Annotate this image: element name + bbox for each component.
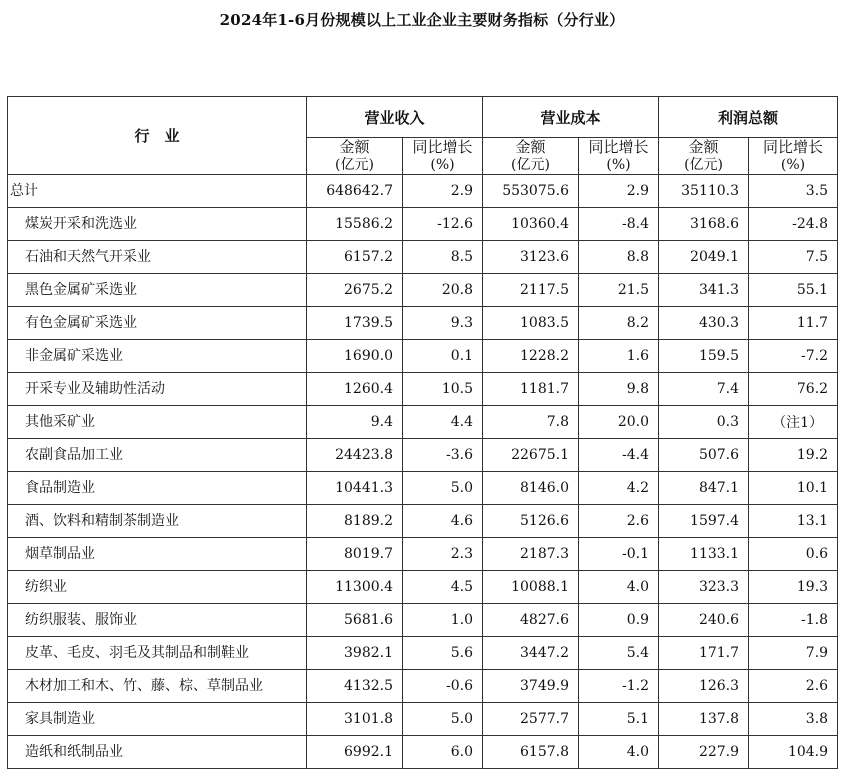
profit-amount-cell: 35110.3 bbox=[659, 175, 749, 208]
profit-amount-cell: 0.3 bbox=[659, 406, 749, 439]
cost-amount-cell: 5126.6 bbox=[483, 505, 579, 538]
profit-amount-cell: 137.8 bbox=[659, 703, 749, 736]
profit-growth-cell: 10.1 bbox=[749, 472, 838, 505]
profit-growth-cell: 104.9 bbox=[749, 736, 838, 769]
profit-growth-cell: 2.6 bbox=[749, 670, 838, 703]
cost-growth-cell: -8.4 bbox=[579, 208, 659, 241]
cost-amount-cell: 3749.9 bbox=[483, 670, 579, 703]
cost-amount-cell: 8146.0 bbox=[483, 472, 579, 505]
table-row bbox=[8, 670, 838, 703]
cost-growth-cell: 8.2 bbox=[579, 307, 659, 340]
profit-growth-header: 同比增长 bbox=[749, 138, 838, 157]
revenue-growth-cell: 5.0 bbox=[403, 703, 483, 736]
profit-amount-cell: 507.6 bbox=[659, 439, 749, 472]
cost-amount-cell: 2187.3 bbox=[483, 538, 579, 571]
profit-growth-cell: （注1） bbox=[749, 406, 838, 439]
cost-growth-cell: 2.9 bbox=[579, 175, 659, 208]
industry-name-cell: 家具制造业 bbox=[8, 703, 307, 736]
table-row bbox=[8, 571, 838, 604]
industry-name-cell: 烟草制品业 bbox=[8, 538, 307, 571]
revenue-amount-cell: 3982.1 bbox=[307, 637, 403, 670]
revenue-growth-cell: -0.6 bbox=[403, 670, 483, 703]
revenue-amount-cell: 24423.8 bbox=[307, 439, 403, 472]
cost-growth-cell: 4.0 bbox=[579, 571, 659, 604]
industry-name-cell: 石油和天然气开采业 bbox=[8, 241, 307, 274]
profit-growth-cell: 0.6 bbox=[749, 538, 838, 571]
revenue-growth-cell: 10.5 bbox=[403, 373, 483, 406]
cost-growth-cell: -0.1 bbox=[579, 538, 659, 571]
revenue-growth-cell: 6.0 bbox=[403, 736, 483, 769]
revenue-amount-cell: 1260.4 bbox=[307, 373, 403, 406]
revenue-amount-cell: 10441.3 bbox=[307, 472, 403, 505]
industry-name-cell: 黑色金属矿采选业 bbox=[8, 274, 307, 307]
table-row bbox=[8, 274, 838, 307]
profit-growth-cell: 55.1 bbox=[749, 274, 838, 307]
cost-amount-header: 金额 bbox=[483, 138, 579, 157]
table-row bbox=[8, 637, 838, 670]
revenue-growth-cell: 4.4 bbox=[403, 406, 483, 439]
revenue-amount-cell: 8019.7 bbox=[307, 538, 403, 571]
table-row bbox=[8, 340, 838, 373]
revenue-growth-cell: 2.9 bbox=[403, 175, 483, 208]
profit-amount-cell: 3168.6 bbox=[659, 208, 749, 241]
profit-growth-cell: -24.8 bbox=[749, 208, 838, 241]
industry-name-cell: 纺织服装、服饰业 bbox=[8, 604, 307, 637]
cost-growth-cell: 0.9 bbox=[579, 604, 659, 637]
revenue-amount-cell: 1690.0 bbox=[307, 340, 403, 373]
cost-growth-cell: 2.6 bbox=[579, 505, 659, 538]
cost-amount-cell: 2117.5 bbox=[483, 274, 579, 307]
profit-amount-cell: 341.3 bbox=[659, 274, 749, 307]
revenue-amount-unit: (亿元) bbox=[307, 156, 403, 175]
profit-growth-cell: 19.3 bbox=[749, 571, 838, 604]
industry-name-cell: 木材加工和木、竹、藤、棕、草制品业 bbox=[8, 670, 307, 703]
profit-amount-cell: 7.4 bbox=[659, 373, 749, 406]
revenue-amount-header: 金额 bbox=[307, 138, 403, 157]
cost-growth-cell: -1.2 bbox=[579, 670, 659, 703]
cost-growth-header: 同比增长 bbox=[579, 138, 659, 157]
revenue-amount-cell: 6992.1 bbox=[307, 736, 403, 769]
profit-growth-cell: 7.5 bbox=[749, 241, 838, 274]
revenue-amount-cell: 1739.5 bbox=[307, 307, 403, 340]
profit-growth-cell: 11.7 bbox=[749, 307, 838, 340]
cost-amount-cell: 2577.7 bbox=[483, 703, 579, 736]
industry-name-cell: 开采专业及辅助性活动 bbox=[8, 373, 307, 406]
profit-amount-cell: 159.5 bbox=[659, 340, 749, 373]
revenue-amount-cell: 648642.7 bbox=[307, 175, 403, 208]
profit-amount-cell: 847.1 bbox=[659, 472, 749, 505]
table-row bbox=[8, 703, 838, 736]
cost-amount-cell: 6157.8 bbox=[483, 736, 579, 769]
industry-name-cell: 食品制造业 bbox=[8, 472, 307, 505]
revenue-amount-cell: 4132.5 bbox=[307, 670, 403, 703]
cost-growth-cell: 8.8 bbox=[579, 241, 659, 274]
profit-growth-cell: -7.2 bbox=[749, 340, 838, 373]
revenue-growth-cell: 2.3 bbox=[403, 538, 483, 571]
table-row bbox=[8, 505, 838, 538]
table-row bbox=[8, 307, 838, 340]
profit-amount-cell: 240.6 bbox=[659, 604, 749, 637]
cost-amount-cell: 22675.1 bbox=[483, 439, 579, 472]
revenue-amount-cell: 6157.2 bbox=[307, 241, 403, 274]
cost-growth-cell: 5.4 bbox=[579, 637, 659, 670]
revenue-amount-cell: 2675.2 bbox=[307, 274, 403, 307]
table-row bbox=[8, 538, 838, 571]
cost-growth-cell: -4.4 bbox=[579, 439, 659, 472]
revenue-growth-cell: 4.6 bbox=[403, 505, 483, 538]
cost-amount-cell: 10088.1 bbox=[483, 571, 579, 604]
revenue-growth-cell: 5.6 bbox=[403, 637, 483, 670]
industry-name-cell: 其他采矿业 bbox=[8, 406, 307, 439]
cost-amount-cell: 3447.2 bbox=[483, 637, 579, 670]
profit-growth-cell: 13.1 bbox=[749, 505, 838, 538]
revenue-growth-cell: 20.8 bbox=[403, 274, 483, 307]
profit-growth-cell: 19.2 bbox=[749, 439, 838, 472]
cost-amount-unit: (亿元) bbox=[483, 156, 579, 175]
revenue-growth-cell: 0.1 bbox=[403, 340, 483, 373]
profit-amount-cell: 171.7 bbox=[659, 637, 749, 670]
table-row bbox=[8, 208, 838, 241]
profit-amount-cell: 227.9 bbox=[659, 736, 749, 769]
financial-indicators-table bbox=[7, 96, 838, 769]
cost-growth-cell: 5.1 bbox=[579, 703, 659, 736]
profit-amount-cell: 126.3 bbox=[659, 670, 749, 703]
table-row bbox=[8, 241, 838, 274]
profit-growth-unit: (%) bbox=[749, 156, 838, 175]
revenue-amount-cell: 3101.8 bbox=[307, 703, 403, 736]
cost-amount-cell: 1083.5 bbox=[483, 307, 579, 340]
revenue-growth-cell: 9.3 bbox=[403, 307, 483, 340]
revenue-amount-cell: 8189.2 bbox=[307, 505, 403, 538]
revenue-growth-cell: 5.0 bbox=[403, 472, 483, 505]
cost-growth-cell: 20.0 bbox=[579, 406, 659, 439]
profit-amount-cell: 430.3 bbox=[659, 307, 749, 340]
table-row bbox=[8, 604, 838, 637]
cost-amount-cell: 1181.7 bbox=[483, 373, 579, 406]
cost-amount-cell: 7.8 bbox=[483, 406, 579, 439]
revenue-growth-header: 同比增长 bbox=[403, 138, 483, 157]
industry-name-cell: 农副食品加工业 bbox=[8, 439, 307, 472]
revenue-amount-cell: 11300.4 bbox=[307, 571, 403, 604]
cost-amount-cell: 1228.2 bbox=[483, 340, 579, 373]
revenue-amount-cell: 15586.2 bbox=[307, 208, 403, 241]
revenue-group-header: 营业收入 bbox=[307, 97, 483, 138]
table-row bbox=[8, 406, 838, 439]
revenue-growth-cell: -3.6 bbox=[403, 439, 483, 472]
profit-amount-cell: 1133.1 bbox=[659, 538, 749, 571]
profit-growth-cell: -1.8 bbox=[749, 604, 838, 637]
cost-amount-cell: 553075.6 bbox=[483, 175, 579, 208]
cost-growth-cell: 4.0 bbox=[579, 736, 659, 769]
industry-name-cell: 纺织业 bbox=[8, 571, 307, 604]
table-row bbox=[8, 736, 838, 769]
industry-name-cell: 造纸和纸制品业 bbox=[8, 736, 307, 769]
profit-growth-cell: 7.9 bbox=[749, 637, 838, 670]
profit-amount-cell: 2049.1 bbox=[659, 241, 749, 274]
table-row bbox=[8, 373, 838, 406]
profit-group-header: 利润总额 bbox=[659, 97, 838, 138]
industry-name-cell: 煤炭开采和洗选业 bbox=[8, 208, 307, 241]
profit-growth-cell: 3.8 bbox=[749, 703, 838, 736]
revenue-growth-cell: 8.5 bbox=[403, 241, 483, 274]
cost-amount-cell: 4827.6 bbox=[483, 604, 579, 637]
industry-name-cell: 酒、饮料和精制茶制造业 bbox=[8, 505, 307, 538]
cost-group-header: 营业成本 bbox=[483, 97, 659, 138]
profit-growth-cell: 3.5 bbox=[749, 175, 838, 208]
industry-column-header: 行 业 bbox=[8, 97, 307, 175]
table-row bbox=[8, 472, 838, 505]
cost-growth-cell: 21.5 bbox=[579, 274, 659, 307]
total-row bbox=[8, 175, 838, 208]
page-title: 2024年1-6月份规模以上工业企业主要财务指标（分行业） bbox=[219, 11, 625, 29]
revenue-growth-cell: 1.0 bbox=[403, 604, 483, 637]
profit-growth-cell: 76.2 bbox=[749, 373, 838, 406]
revenue-growth-cell: 4.5 bbox=[403, 571, 483, 604]
revenue-growth-cell: -12.6 bbox=[403, 208, 483, 241]
profit-amount-unit: (亿元) bbox=[659, 156, 749, 175]
cost-amount-cell: 3123.6 bbox=[483, 241, 579, 274]
industry-name-cell: 总计 bbox=[8, 175, 307, 208]
cost-growth-cell: 9.8 bbox=[579, 373, 659, 406]
revenue-amount-cell: 9.4 bbox=[307, 406, 403, 439]
cost-growth-cell: 4.2 bbox=[579, 472, 659, 505]
table-row bbox=[8, 439, 838, 472]
industry-name-cell: 非金属矿采选业 bbox=[8, 340, 307, 373]
cost-growth-unit: (%) bbox=[579, 156, 659, 175]
revenue-amount-cell: 5681.6 bbox=[307, 604, 403, 637]
profit-amount-cell: 323.3 bbox=[659, 571, 749, 604]
industry-name-cell: 有色金属矿采选业 bbox=[8, 307, 307, 340]
industry-name-cell: 皮革、毛皮、羽毛及其制品和制鞋业 bbox=[8, 637, 307, 670]
profit-amount-header: 金额 bbox=[659, 138, 749, 157]
cost-growth-cell: 1.6 bbox=[579, 340, 659, 373]
revenue-growth-unit: (%) bbox=[403, 156, 483, 175]
profit-amount-cell: 1597.4 bbox=[659, 505, 749, 538]
cost-amount-cell: 10360.4 bbox=[483, 208, 579, 241]
